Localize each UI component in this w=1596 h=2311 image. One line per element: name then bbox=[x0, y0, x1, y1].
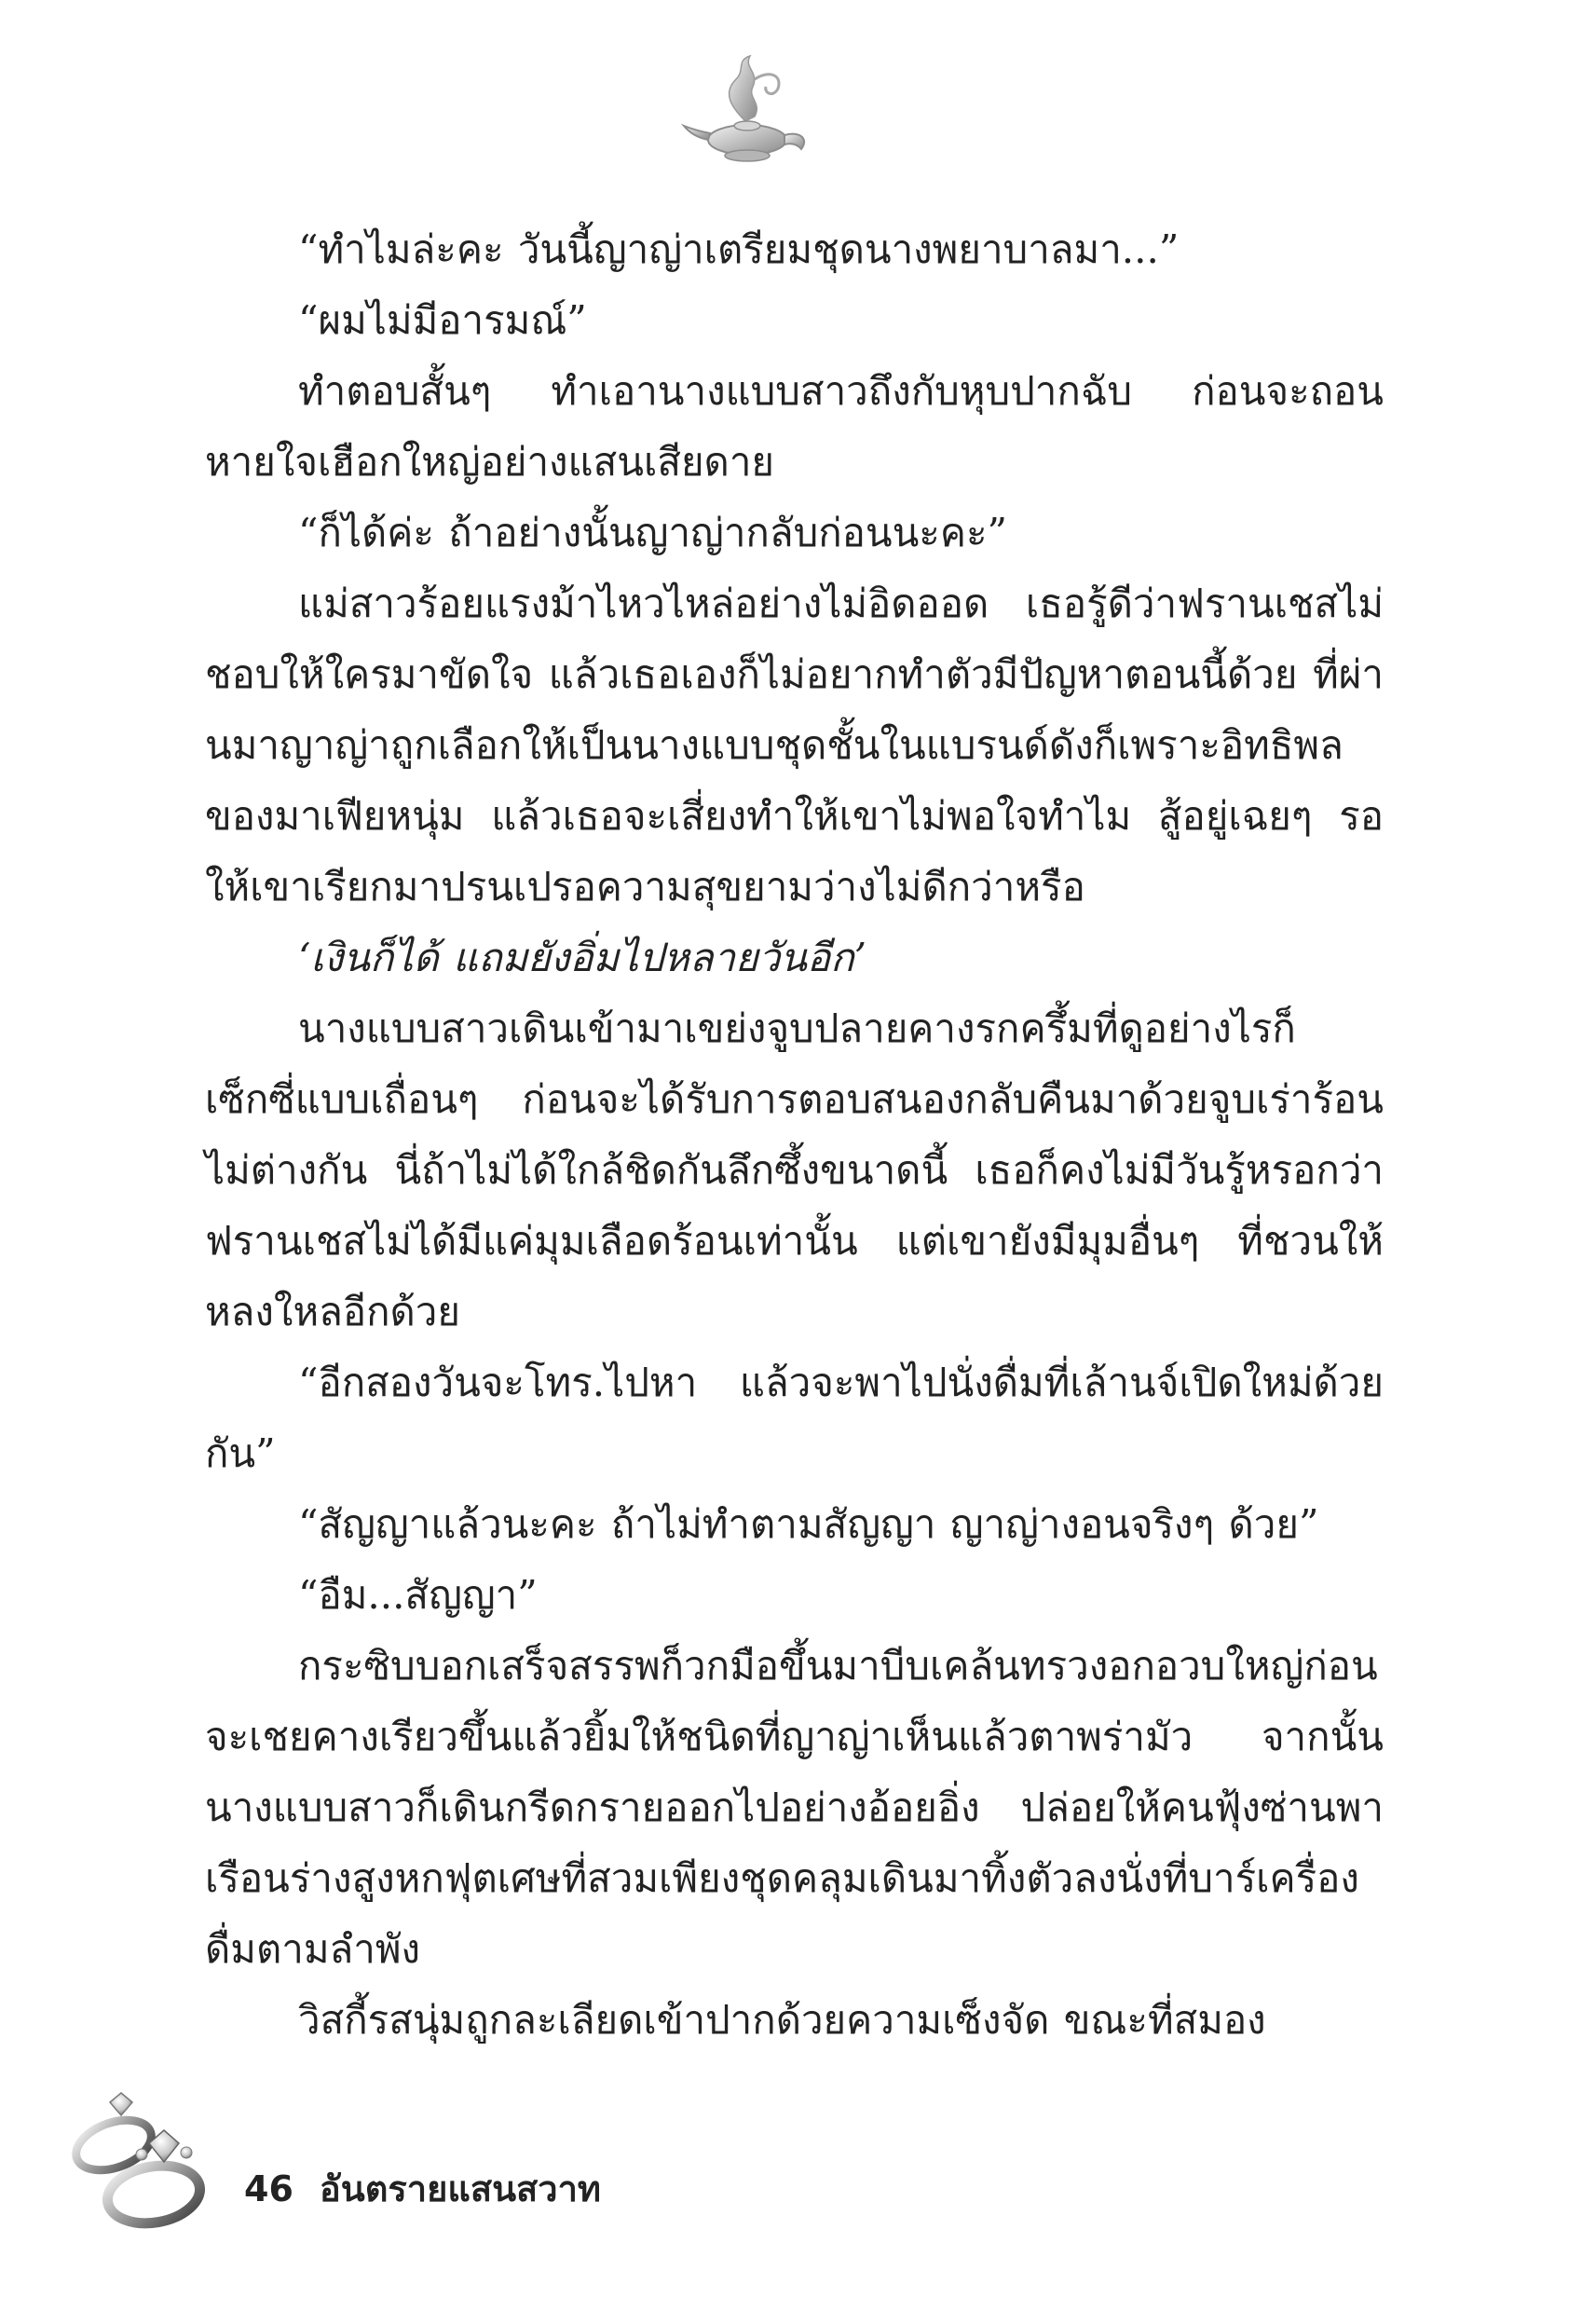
paragraph: วิสกี้รสนุ่มถูกละเลียดเข้าปากด้วยความเซ็งจัด ขณะที่สมอง bbox=[298, 1997, 1266, 2043]
paragraph: “อืม...สัญญา” bbox=[298, 1572, 538, 1618]
paragraph: แม่สาวร้อยแรงม้าไหวไหล่อย่างไม่อิดออด เธอรู้ดีว่าฟรานเชสไม่ชอบให้ใครมาขัดใจ แล้วเธอเองก็ไม่อยากทำตัวมีปัญหาตอนนี้ด้วย ที่ผ่านมาญาญ่าถูกเลือกให้เป็นนางแบบชุดชั้นในแบรนด์ดังก็เพราะอิทธิพลของมาเฟียหนุ่ม แล้วเธอจะเสี่ยงทำให้เขาไม่พอใจทำไม สู้อยู่เฉยๆ รอให้เขาเรียกมาปรนเปรอความสุขยามว่างไม่ดีกว่าหรือ bbox=[205, 581, 1384, 909]
paragraph: ทำตอบสั้นๆ ทำเอานางแบบสาวถึงกับหุบปากฉับ ก่อนจะถอนหายใจเฮือกใหญ่อย่างแสนเสียดาย bbox=[205, 368, 1384, 485]
page-footer bbox=[244, 2160, 601, 2217]
paragraph: กระซิบบอกเสร็จสรรพก็วกมือขึ้นมาบีบเคล้นทรวงอกอวบใหญ่ก่อนจะเชยคางเรียวขึ้นแล้วยิ้มให้ชนิดที่ญาญ่าเห็นแล้วตาพร่ามัว จากนั้นนางแบบสาวก็เดินกรีดกรายออกไปอย่างอ้อยอิ่ง ปล่อยให้คนฟุ้งซ่านพาเรือนร่างสูงหกฟุตเศษที่สวมเพียงชุดคลุมเดินมาทิ้งตัวลงนั่งที่บาร์เครื่องดื่มตามลำพัง bbox=[205, 1643, 1384, 1972]
book-title: อันตรายแสนสวาท bbox=[319, 2168, 601, 2209]
paragraph: “ก็ได้ค่ะ ถ้าอย่างนั้นญาญ่ากลับก่อนนะคะ” bbox=[298, 510, 1007, 555]
genie-lamp-icon bbox=[680, 51, 820, 172]
paragraph-thought: ‘เงินก็ได้ แถมยังอิ่มไปหลายวันอีก’ bbox=[298, 935, 867, 980]
body-text bbox=[205, 214, 1384, 2056]
page-number: 46 bbox=[244, 2168, 293, 2209]
paragraph: “สัญญาแล้วนะคะ ถ้าไม่ทำตามสัญญา ญาญ่างอนจริงๆ ด้วย” bbox=[298, 1501, 1319, 1547]
diamond-rings-icon bbox=[56, 2087, 219, 2241]
paragraph: “ผมไม่มีอารมณ์” bbox=[298, 297, 587, 343]
paragraph: “ทำไมล่ะคะ วันนี้ญาญ่าเตรียมชุดนางพยาบาลมา...” bbox=[298, 226, 1180, 272]
paragraph: “อีกสองวันจะโทร.ไปหา แล้วจะพาไปนั่งดื่มที่เล้านจ์เปิดใหม่ด้วยกัน” bbox=[205, 1360, 1384, 1476]
paragraph: นางแบบสาวเดินเข้ามาเขย่งจูบปลายคางรกครึ้มที่ดูอย่างไรก็เซ็กซี่แบบเถื่อนๆ ก่อนจะได้รับการตอบสนองกลับคืนมาด้วยจูบเร่าร้อนไม่ต่างกัน นี่ถ้าไม่ได้ใกล้ชิดกันลึกซึ้งขนาดนี้ เธอก็คงไม่มีวันรู้หรอกว่าฟรานเชสไม่ได้มีแค่มุมเลือดร้อนเท่านั้น แต่เขายังมีมุมอื่นๆ ที่ชวนให้หลงใหลอีกด้วย bbox=[205, 1005, 1384, 1334]
